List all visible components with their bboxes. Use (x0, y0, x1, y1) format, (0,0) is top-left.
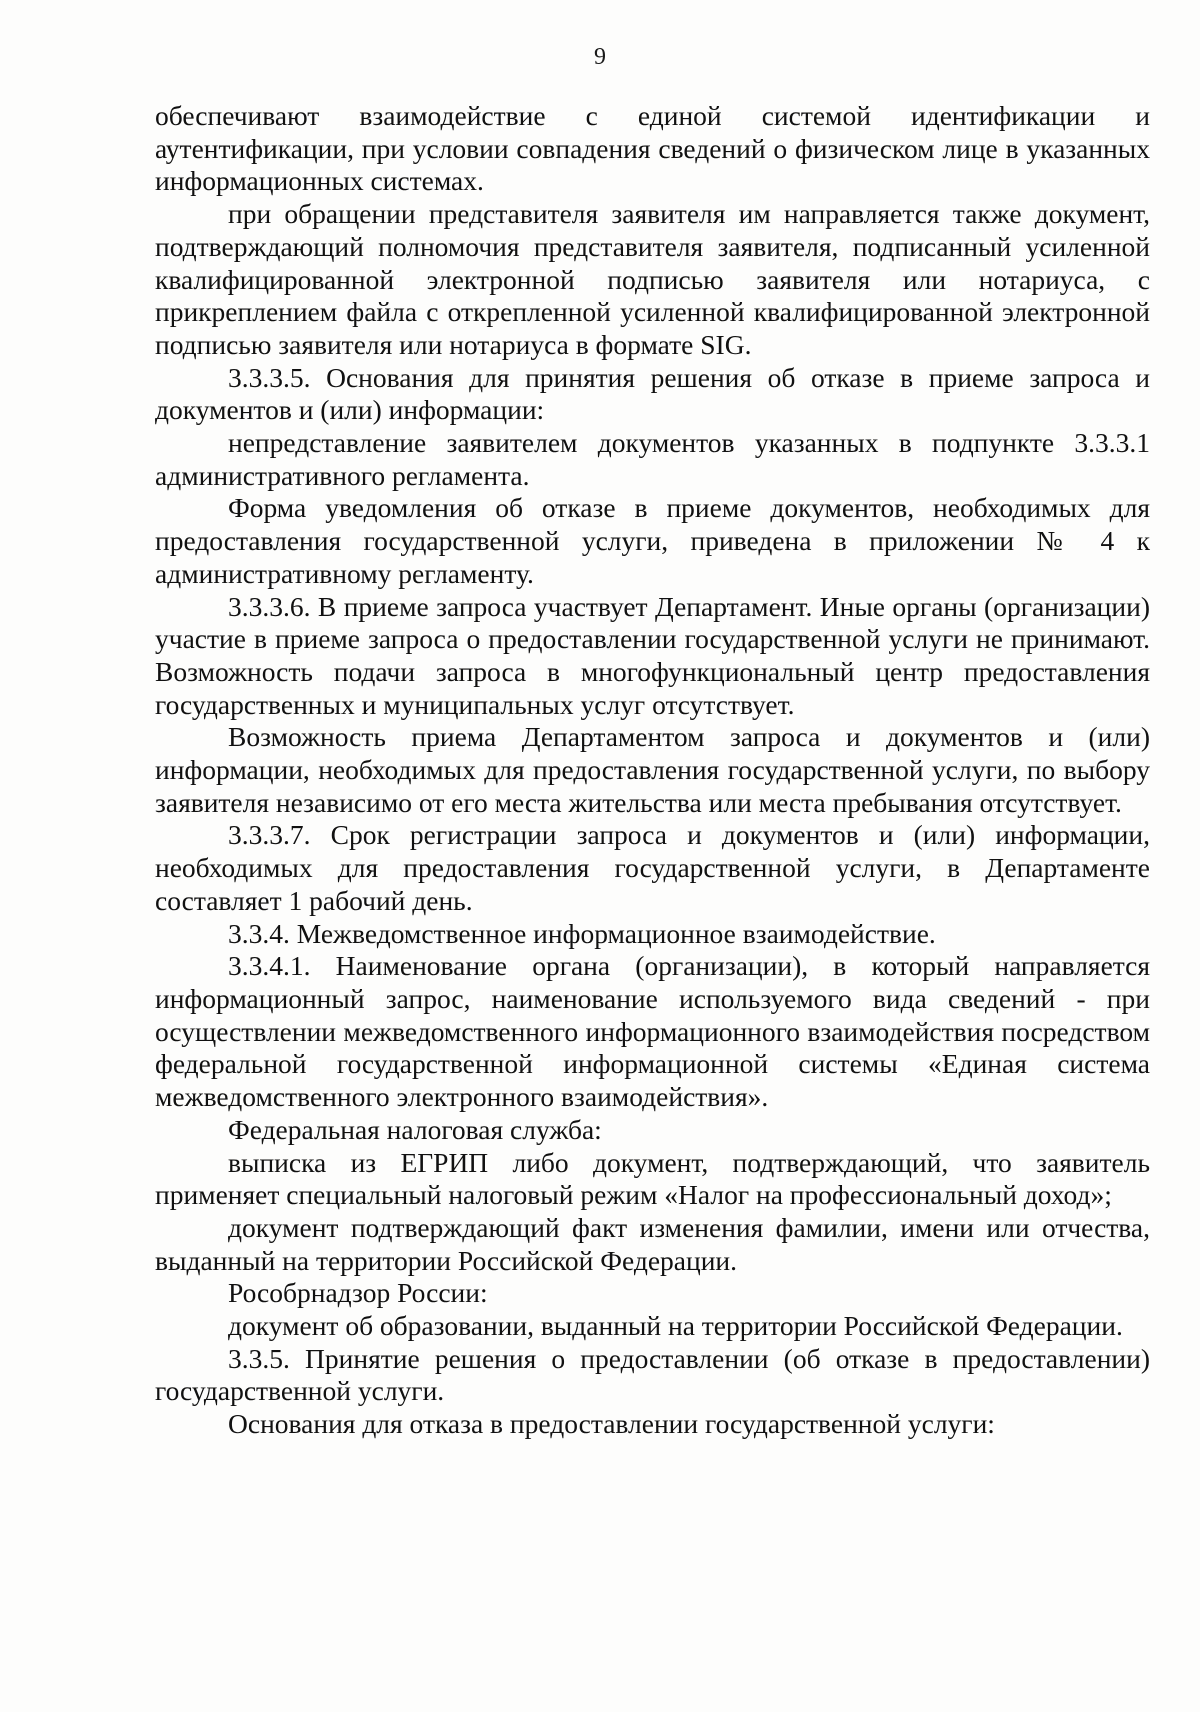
paragraph-non-submission: непредставление заявителем документов указанных в подпункте 3.3.3.1 административного регламента. (155, 427, 1150, 491)
page-number: 9 (594, 44, 606, 70)
paragraph-rosobrnadzor: Рособрнадзор России: (228, 1277, 488, 1309)
paragraph-egrip-extract: выписка из ЕГРИП либо документ, подтверждающий, что заявитель применяет специальный налоговый режим «Налог на профессиональный доход»; (155, 1146, 1150, 1211)
paragraph-education-document: документ об образовании, выданный на территории Российской Федерации. (228, 1310, 1123, 1342)
paragraph-refusal-grounds: Основания для отказа в предоставлении государственной услуги: (228, 1408, 995, 1440)
paragraph-3-3-5: 3.3.5. Принятие решения о предоставлении (об отказе в предоставлении) государственной услуги. (155, 1342, 1150, 1407)
paragraph-3-3-4-1: 3.3.4.1. Наименование органа (организации), в который направляется информационный запрос, наименование используемого вида сведений - при осуществлении межведомственного информационного взаимодействия посредством федеральной государственной информационной системы «Единая система межведомственного электронного взаимодействия». (155, 950, 1150, 1113)
paragraph-tax-service: Федеральная налоговая служба: (228, 1113, 602, 1145)
paragraph-3-3-4: 3.3.4. Межведомственное информационное взаимодействие. (228, 917, 936, 949)
paragraph-3-3-3-7: 3.3.3.7. Срок регистрации запроса и документов и (или) информации, необходимых для предоставления государственной услуги, в Департаменте составляет 1 рабочий день. (155, 819, 1150, 916)
paragraph-reception-possibility: Возможность приема Департаментом запроса и документов и (или) информации, необходимых для предоставления государственной услуги, по выбору заявителя независимо от его места жительства или места пребывания отсутствует. (155, 721, 1150, 818)
paragraph-representative: при обращении представителя заявителя им направляется также документ, подтверждающий полномочия представителя заявителя, подписанный усиленной квалифицированной электронной подписью заявителя или нотариуса, с прикреплением файла с открепленной усиленной квалифицированной электронной подписью заявителя или нотариуса в формате SIG. (155, 198, 1150, 360)
paragraph-refusal-form: Форма уведомления об отказе в приеме документов, необходимых для предоставления государственной услуги, приведена в приложении № 4 к административному регламенту. (155, 492, 1150, 589)
paragraph-name-change: документ подтверждающий факт изменения фамилии, имени или отчества, выданный на территории Российской Федерации. (155, 1211, 1150, 1276)
document-body (155, 100, 1150, 1441)
paragraph-continuation: обеспечивают взаимодействие с единой системой идентификации и аутентификации, при условии совпадения сведений о физическом лице в указанных информационных системах. (155, 100, 1150, 197)
paragraph-3-3-3-6: 3.3.3.6. В приеме запроса участвует Департамент. Иные органы (организации) участие в приеме запроса о предоставлении государственной услуги не принимают. Возможность подачи запроса в многофункциональный центр предоставления государственных и муниципальных услуг отсутствует. (155, 590, 1150, 720)
paragraph-3-3-3-5: 3.3.3.5. Основания для принятия решения об отказе в приеме запроса и документов и (или) информации: (155, 361, 1150, 426)
